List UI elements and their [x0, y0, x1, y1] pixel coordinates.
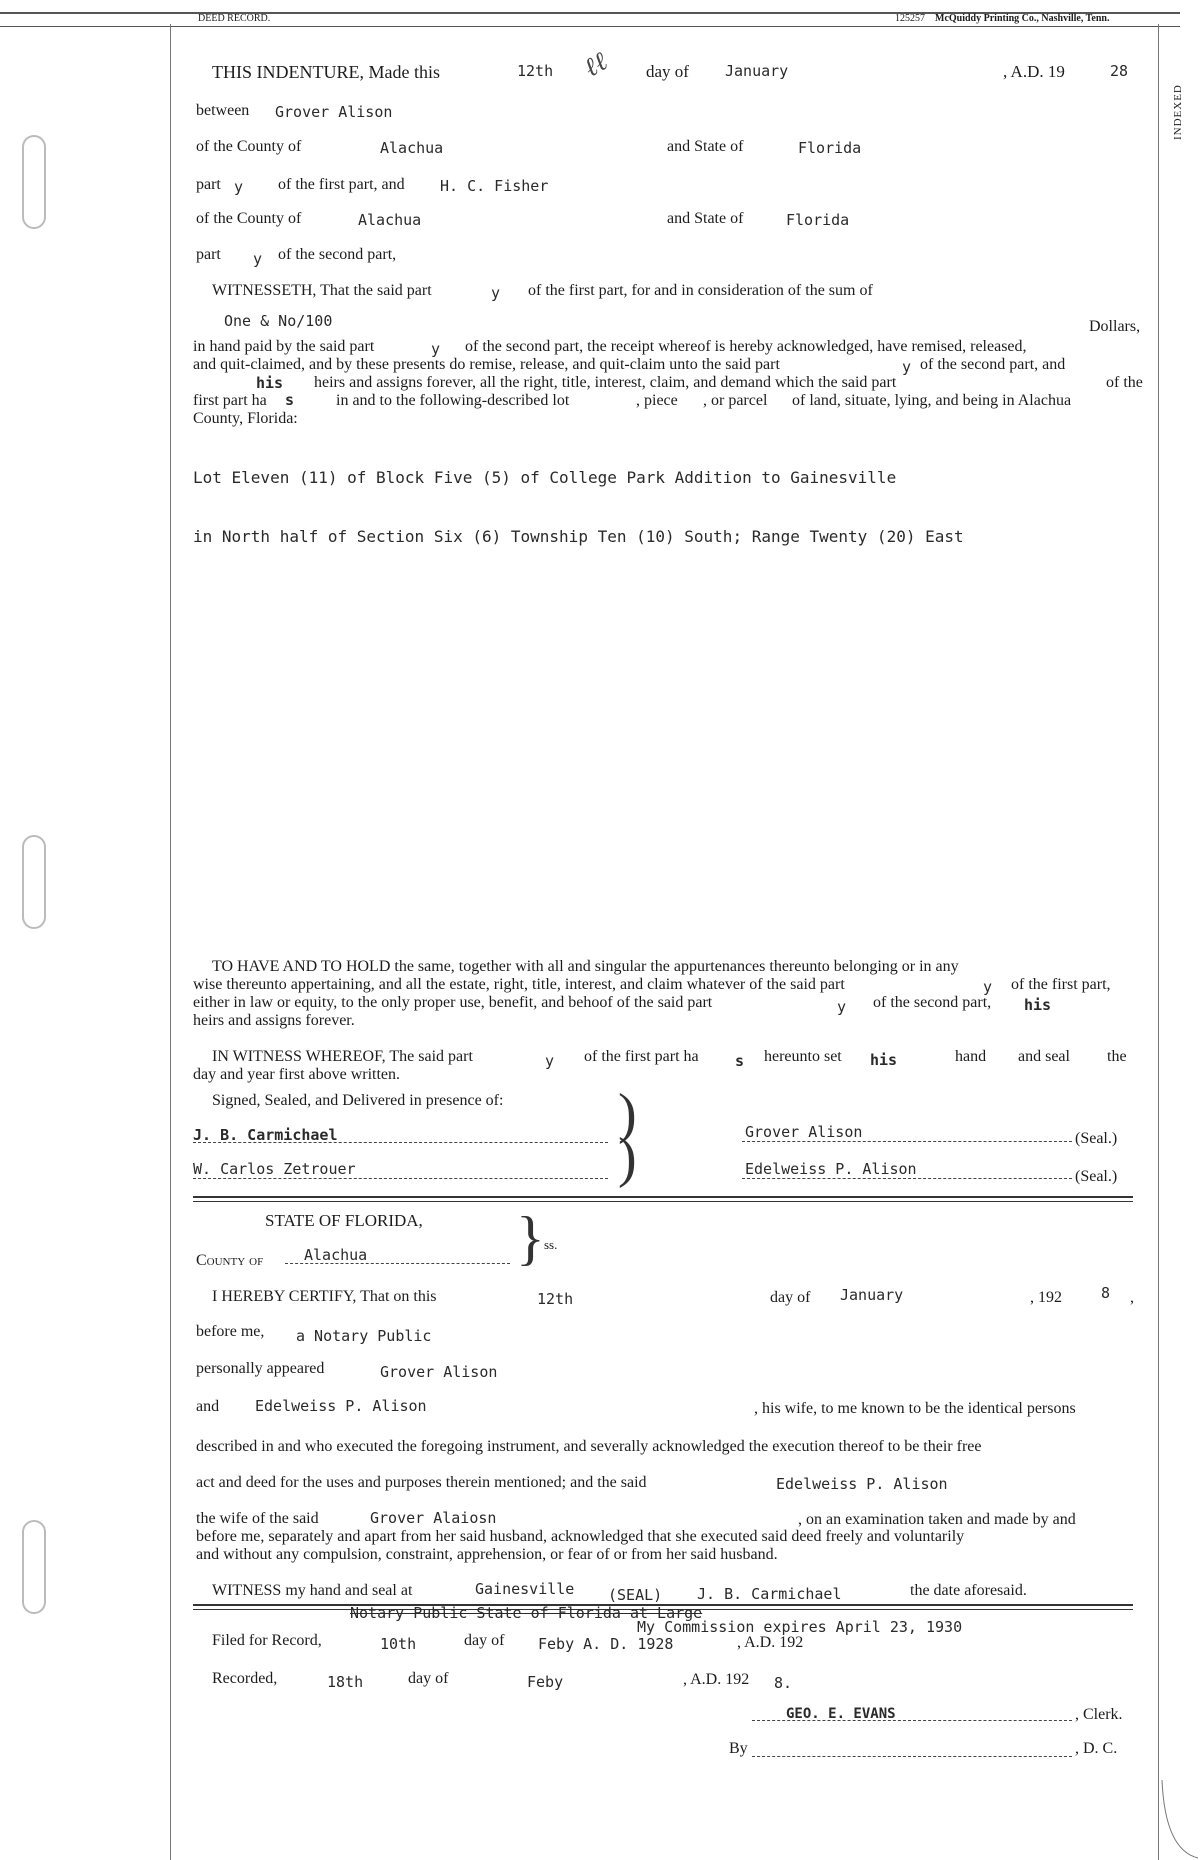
ack-described: described in and who executed the foregoing instrument, and severally acknowledged the execution thereof to be their free	[196, 1438, 982, 1455]
in-witness-seal: and seal	[1018, 1048, 1070, 1065]
party1-suffix: y	[234, 178, 244, 196]
in-witness-line2: day and year first above written.	[193, 1066, 401, 1083]
in-witness-line1b: of the first part ha	[584, 1048, 699, 1065]
party1-name: Grover Alison	[275, 103, 393, 121]
binder-ring	[22, 135, 46, 229]
indenture-year: 28	[1110, 62, 1129, 80]
grantor2-signature: Edelweiss P. Alison	[745, 1160, 917, 1178]
party2-suffix: y	[253, 250, 263, 268]
witnesseth-line4: heirs and assigns forever, all the right, title, interest, claim, and demand which the said part	[314, 374, 897, 391]
witnesseth-line6: County, Florida:	[193, 410, 298, 427]
left-margin-rule	[170, 24, 171, 1860]
ack-commission: My Commission expires April 23, 1930	[637, 1618, 963, 1636]
habendum-line3: either in law or equity, to the only proper use, benefit, and behoof of the said part	[193, 994, 713, 1011]
filed-day: 10th	[380, 1635, 417, 1653]
witness1-signature: J. B. Carmichael	[193, 1126, 338, 1144]
party-suffix: y	[491, 284, 501, 302]
party2-name: H. C. Fisher	[440, 177, 549, 195]
ack-day-of: day of	[770, 1289, 811, 1306]
ack-certify: I HEREBY CERTIFY, That on this	[212, 1288, 437, 1305]
label-party: part	[196, 246, 221, 263]
seal-label: (Seal.)	[1075, 1130, 1118, 1147]
habendum-line1: TO HAVE AND TO HOLD the same, together with all and singular the appurtenances thereunto belonging or in any	[212, 958, 959, 975]
signature-line	[193, 1178, 608, 1179]
grantor-s: s	[285, 391, 295, 409]
party-suffix: y	[902, 358, 912, 376]
legal-description-line2: in North half of Section Six (6) Township Ten (10) South; Range Twenty (20) East	[193, 527, 964, 546]
dc-label: , D. C.	[1075, 1740, 1118, 1757]
label-state: and State of	[667, 138, 744, 155]
ack-state: STATE OF FLORIDA,	[265, 1211, 423, 1230]
county-line	[285, 1263, 510, 1264]
label-county: of the County of	[196, 210, 302, 227]
seal-label: (Seal.)	[1075, 1168, 1118, 1185]
ack-seal: (SEAL)	[608, 1586, 663, 1604]
label-state: and State of	[667, 210, 744, 227]
filed-month: Feby A. D. 1928	[538, 1635, 674, 1653]
indenture-day: 12th	[517, 62, 554, 80]
party2-state: Florida	[786, 211, 850, 229]
label-ad: , A.D. 19	[1003, 62, 1065, 81]
in-witness-hand: hand	[955, 1048, 987, 1065]
ack-exam-c: and without any compulsion, constraint, apprehension, or fear of or from her said husband.	[196, 1546, 778, 1563]
printer-credit: McQuiddy Printing Co., Nashville, Tenn.	[935, 13, 1110, 24]
label-between: between	[196, 102, 250, 119]
party2-county: Alachua	[358, 211, 422, 229]
ack-wife-name: Edelweiss P. Alison	[776, 1475, 948, 1493]
witness2-signature: W. Carlos Zetrouer	[193, 1160, 356, 1178]
signature-line	[742, 1178, 1072, 1179]
recorded-day: 18th	[327, 1673, 364, 1691]
party1-county: Alachua	[380, 139, 444, 157]
recorded-year: 8.	[774, 1674, 793, 1692]
ack-husband-name: Grover Alaiosn	[370, 1509, 497, 1527]
ack-month: January	[840, 1286, 904, 1304]
ack-notary-signature: J. B. Carmichael	[697, 1585, 842, 1603]
signature-line	[742, 1141, 1072, 1142]
witnesseth-line3b: of the second part, and	[920, 356, 1066, 373]
filed-ad: , A.D. 192	[737, 1634, 804, 1651]
section-rule	[193, 1201, 1133, 1202]
witnesseth-line4b: of the	[1106, 374, 1143, 391]
witnesseth-line5d: , or parcel	[703, 392, 768, 409]
party1-state: Florida	[798, 139, 862, 157]
in-witness-the: the	[1107, 1048, 1127, 1065]
ack-person1: Grover Alison	[380, 1363, 498, 1381]
filed-label: Filed for Record,	[212, 1632, 322, 1649]
grantor-his: his	[870, 1051, 898, 1069]
ack-ss: ss.	[544, 1237, 558, 1252]
in-witness-line1c: hereunto set	[764, 1048, 842, 1065]
label-second-part: of the second part,	[278, 246, 397, 263]
deputy-line	[752, 1756, 1072, 1757]
grantee-his: his	[256, 374, 284, 392]
party-suffix: y	[545, 1052, 555, 1070]
habendum-line2b: of the first part,	[1011, 976, 1111, 993]
witnesseth-line3: and quit-claimed, and by these presents do remise, release, and quit-claim unto the said part	[193, 356, 780, 373]
form-number: 125257	[895, 13, 925, 24]
ack-personally: personally appeared	[196, 1360, 325, 1377]
signature-line	[193, 1142, 608, 1143]
ack-officer: a Notary Public	[296, 1327, 432, 1345]
recorded-label: Recorded,	[212, 1670, 278, 1687]
label-first-part-and: of the first part, and	[278, 176, 405, 193]
ack-exam-b: before me, separately and apart from her said husband, acknowledged that she executed said deed freely and voluntarily	[196, 1528, 965, 1545]
ack-act-deed: act and deed for the uses and purposes therein mentioned; and the said	[196, 1474, 647, 1491]
label-day-of: day of	[646, 62, 689, 81]
ack-person2: Edelweiss P. Alison	[255, 1397, 427, 1415]
witnesseth-consideration: of the first part, for and in consideration of the sum of	[528, 282, 873, 299]
consideration-amount: One & No/100	[224, 312, 333, 330]
clerk-label: , Clerk.	[1075, 1706, 1123, 1723]
ack-county: Alachua	[304, 1246, 368, 1264]
ack-place: Gainesville	[475, 1580, 575, 1598]
habendum-line3b: of the second part,	[873, 994, 992, 1011]
indenture-month: January	[725, 62, 789, 80]
page-curl	[1160, 1780, 1200, 1860]
witnesseth-line2b: of the second part, the receipt whereof is hereby acknowledged, have remised, released,	[465, 338, 1027, 355]
habendum-line4: heirs and assigns forever.	[193, 1012, 355, 1029]
habendum-line2: wise thereunto appertaining, and all the estate, right, title, interest, and claim whatever of the said part	[193, 976, 845, 993]
witnesseth-line5: first part ha	[193, 392, 267, 409]
party-suffix: y	[431, 340, 441, 358]
party-suffix: y	[983, 978, 993, 996]
indenture-prefix: THIS INDENTURE, Made this	[212, 62, 440, 82]
ack-year-digit: 8	[1101, 1284, 1111, 1302]
binder-ring	[22, 1520, 46, 1614]
grantor1-signature: Grover Alison	[745, 1123, 863, 1141]
brace: )	[618, 1127, 637, 1189]
recorded-month: Feby	[527, 1673, 564, 1691]
ack-county-label: County of	[196, 1252, 264, 1269]
witnesseth-line2: in hand paid by the said part	[193, 338, 375, 355]
ack-notary-title: Notary Public State of Florida at Large	[350, 1604, 703, 1622]
recorded-ad: , A.D. 192	[683, 1671, 750, 1688]
ack-and: and	[196, 1398, 220, 1415]
ack-wife-of: the wife of the said	[196, 1510, 319, 1527]
indexed-stamp: INDEXED	[1172, 84, 1184, 140]
witnesseth-line5e: of land, situate, lying, and being in Alachua	[792, 392, 1072, 409]
grantee-his: his	[1024, 996, 1052, 1014]
brace: }	[516, 1205, 545, 1271]
label-dollars: Dollars,	[1089, 318, 1141, 335]
ack-day: 12th	[537, 1290, 574, 1308]
ack-date-aforesaid: the date aforesaid.	[910, 1582, 1027, 1599]
recorded-day-of: day of	[408, 1670, 449, 1687]
in-witness-line1: IN WITNESS WHEREOF, The said part	[212, 1048, 473, 1065]
binder-ring	[22, 835, 46, 929]
ack-witness-hand: WITNESS my hand and seal at	[212, 1582, 413, 1599]
initials-mark: ℓℓ	[578, 46, 613, 84]
right-margin-rule	[1158, 24, 1159, 1860]
label-county: of the County of	[196, 138, 302, 155]
brace: )	[618, 1083, 637, 1145]
ack-year-prefix: , 192	[1030, 1289, 1062, 1306]
witnesseth-line1: WITNESSETH, That the said part	[212, 282, 432, 299]
by-label: By	[729, 1740, 748, 1757]
ack-exam-a: , on an examination taken and made by and	[798, 1511, 1076, 1528]
filed-day-of: day of	[464, 1632, 505, 1649]
ack-before-me: before me,	[196, 1323, 265, 1340]
book-title: DEED RECORD.	[198, 13, 271, 24]
ack-his-wife: , his wife, to me known to be the identical persons	[754, 1400, 1076, 1417]
signed-label: Signed, Sealed, and Delivered in presence of:	[212, 1092, 504, 1109]
legal-description-line1: Lot Eleven (11) of Block Five (5) of College Park Addition to Gainesville	[193, 468, 897, 487]
grantor-s: s	[735, 1052, 745, 1070]
clerk-name: GEO. E. EVANS	[786, 1706, 896, 1722]
label-party: part	[196, 176, 221, 193]
ack-year-suffix: ,	[1130, 1289, 1134, 1306]
section-rule	[193, 1196, 1133, 1198]
witnesseth-line5b: in and to the following-described lot	[336, 392, 570, 409]
party-suffix: y	[837, 998, 847, 1016]
witnesseth-line5c: , piece	[636, 392, 678, 409]
